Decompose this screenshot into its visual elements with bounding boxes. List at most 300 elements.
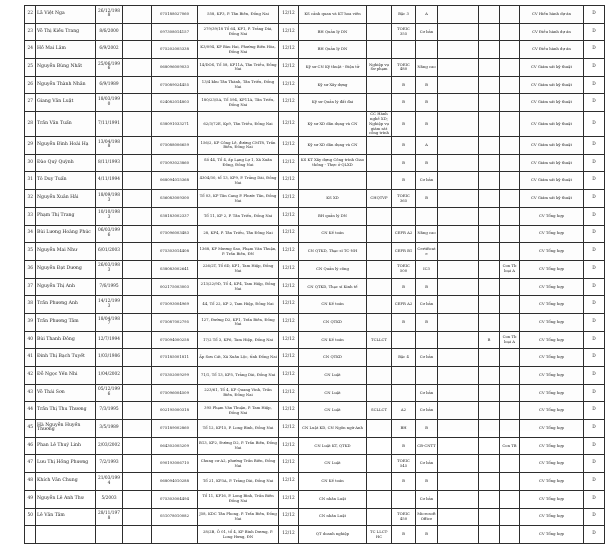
cell-phone: 075303004494 [152, 490, 198, 508]
cell-field2 [500, 508, 520, 526]
cell-name: Nguyễn Thành Nhân [36, 76, 96, 94]
cell-certificate [438, 526, 479, 544]
cell-extra-qual [367, 473, 392, 491]
cell-extra [123, 59, 152, 77]
cell-name: Nguyễn Thị Anh [36, 278, 96, 296]
cell-stt: 46 [25, 437, 36, 455]
cell-phone: 024082014803 [152, 94, 198, 112]
cell-stt: 29 [25, 137, 36, 155]
cell-position: CV Điều hành dự án [520, 23, 584, 41]
cell-certificate [438, 420, 479, 438]
cell-code: D [584, 23, 605, 41]
cell-dob: 7/6/1995 [96, 278, 123, 296]
cell-code: D [584, 225, 605, 243]
cell-position: CV Tổng hợp [520, 260, 584, 278]
cell-major: Kỹ sư Quản lý đất đai [299, 94, 367, 112]
cell-address: 156/2, KP Công Lê, đường CMT8, Trấn Biên, Đồng Nai [198, 137, 279, 155]
cell-extra [123, 367, 152, 385]
table-row [25, 384, 605, 402]
cell-language: CEFR A2 [392, 225, 416, 243]
cell-name: Trần Thị Thu Thương [36, 402, 96, 420]
cell-language: B [392, 154, 416, 172]
cell-field1 [479, 367, 500, 385]
cell-dob: 26/03/1983 [96, 260, 123, 278]
cell-code: D [584, 349, 605, 367]
cell-extra-qual: CC Hành nghề XD; Nghiệp vụ giám sát công trình [367, 112, 392, 137]
cell-extra [123, 402, 152, 420]
table-row [25, 526, 605, 544]
cell-address: 1368, KP Mương Sao, Phạm Văn Thuận, P. Trấn Biên, ĐN [198, 243, 279, 261]
table-row [25, 367, 605, 385]
cell-it: Cơ bản [416, 172, 438, 190]
cell-extra [123, 473, 152, 491]
cell-major: CN Kế toán [299, 296, 367, 314]
cell-stt: 31 [25, 172, 36, 190]
cell-it: A [416, 6, 438, 24]
cell-extra-qual [367, 260, 392, 278]
cell-major: CN Quản lý công [299, 260, 367, 278]
cell-certificate [438, 94, 479, 112]
cell-position: CV Giám sát kỹ thuật [520, 94, 584, 112]
cell-grade: 12/12 [279, 402, 299, 420]
cell-field2 [500, 137, 520, 155]
cell-language: B [392, 76, 416, 94]
cell-extra-qual [367, 313, 392, 331]
cell-dob: 06/03/1996 [96, 225, 123, 243]
cell-major: QT doanh nghiệp [299, 526, 367, 544]
cell-field2: Con Tb loại A [500, 260, 520, 278]
cell-it: Cơ bản [416, 455, 438, 473]
cell-extra-qual [367, 94, 392, 112]
cell-language: B [392, 278, 416, 296]
cell-code: D [584, 526, 605, 544]
cell-code: D [584, 437, 605, 455]
cell-extra [123, 243, 152, 261]
cell-major: CN Luật [299, 384, 367, 402]
cell-extra [123, 112, 152, 137]
cell-grade: 12/12 [279, 6, 299, 24]
cell-address: 395 Phạm Văn Thuận, P. Tam Hiệp, Đồng Nai [198, 402, 279, 420]
cell-it: IC3 [416, 260, 438, 278]
cell-extra-qual [367, 243, 392, 261]
cell-code: D [584, 260, 605, 278]
cell-position: CV Tổng hợp [520, 278, 584, 296]
cell-code: D [584, 207, 605, 225]
table-row [25, 420, 605, 438]
cell-extra [123, 526, 152, 544]
cell-field1 [479, 23, 500, 41]
cell-code: D [584, 331, 605, 349]
cell-name: Giang Văn Luật [36, 94, 96, 112]
cell-major: CN Luật [299, 367, 367, 385]
cell-code: D [584, 172, 605, 190]
cell-language: TOEIC 450 [392, 508, 416, 526]
cell-grade: 12/12 [279, 526, 299, 544]
cell-phone: 075189002860 [152, 420, 198, 438]
cell-grade: 12/12 [279, 455, 299, 473]
cell-language: Bậc 3 [392, 6, 416, 24]
cell-stt: 42 [25, 367, 36, 385]
cell-grade: 12/12 [279, 384, 299, 402]
cell-extra [123, 23, 152, 41]
cell-major: CN QTKD [299, 349, 367, 367]
cell-extra [123, 331, 152, 349]
cell-extra [123, 260, 152, 278]
cell-certificate [438, 6, 479, 24]
cell-stt: 43 [25, 384, 36, 402]
cell-position: CV Giám sát kỹ thuật [520, 190, 584, 208]
cell-phone: 051078010082 [152, 508, 198, 526]
cell-language [392, 384, 416, 402]
cell-certificate [438, 190, 479, 208]
cell-name: Bùi Lương Hoàng Phúc [36, 225, 96, 243]
cell-stt: 44 [25, 402, 36, 420]
cell-it: Nâng cao [416, 59, 438, 77]
cell-major: KS XD [299, 190, 367, 208]
cell-address: 180/23/5A, Tổ 594, KP11A, Tân Triều, Đồng Nai [198, 94, 279, 112]
cell-grade: 12/12 [279, 59, 299, 77]
table-row [25, 260, 605, 278]
cell-dob: 7/11/1991 [96, 112, 123, 137]
cell-extra-qual [367, 490, 392, 508]
cell-it: Certificate [416, 243, 438, 261]
cell-certificate [438, 207, 479, 225]
cell-address: 279/39/18 Tổ 64, KP1, P. Trảng Dài, Đồng Nai [198, 23, 279, 41]
cell-name: Đỗ Ngọc Yến Nhi [36, 367, 96, 385]
table-row [25, 112, 605, 137]
cell-field2 [500, 154, 520, 172]
cell-phone: 002175003003 [152, 278, 198, 296]
cell-name: Hồ Mai Lâm [36, 41, 96, 59]
cell-language: TOEIC 480 [392, 59, 416, 77]
cell-address: 223/61, Tổ 4, KP Quang Vinh, Trấn Biên, Đồng Nai [198, 384, 279, 402]
cell-extra-qual [367, 23, 392, 41]
cell-language [392, 367, 416, 385]
cell-position: CV Tổng hợp [520, 508, 584, 526]
cell-it: A [416, 137, 438, 155]
cell-certificate [438, 473, 479, 491]
cell-it: Nâng cao [416, 225, 438, 243]
cell-position: CV Tổng hợp [520, 225, 584, 243]
cell-name: Đào Quý Quỳnh [36, 154, 96, 172]
cell-stt: 38 [25, 296, 36, 314]
cell-name: Nguyễn Mai Như [36, 243, 96, 261]
cell-position: CV Tổng hợp [520, 384, 584, 402]
cell-certificate [438, 402, 479, 420]
cell-language [392, 490, 416, 508]
cell-field1 [479, 225, 500, 243]
cell-field2 [500, 225, 520, 243]
cell-phone: 002195000318 [152, 402, 198, 420]
cell-major: CN Luật [299, 402, 367, 420]
cell-dob: 05/12/1996 [96, 384, 123, 402]
cell-major: CN nhân Luật [299, 508, 367, 526]
cell-extra-qual [367, 508, 392, 526]
table-row [25, 349, 605, 367]
table-row [25, 296, 605, 314]
cell-phone: 075096004509 [152, 384, 198, 402]
table-row [25, 6, 605, 24]
cell-stt: 27 [25, 94, 36, 112]
cell-it: Cơ bản [416, 349, 438, 367]
cell-code: D [584, 137, 605, 155]
cell-phone: 075303014408 [152, 243, 198, 261]
cell-it: Cơ bản [416, 402, 438, 420]
cell-code: D [584, 367, 605, 385]
cell-extra [123, 137, 152, 155]
cell-field1 [479, 490, 500, 508]
cell-extra-qual [367, 154, 392, 172]
cell-extra-qual: SCLLCT [367, 402, 392, 420]
cell-certificate [438, 112, 479, 137]
cell-field1 [479, 94, 500, 112]
cell-phone: 075093023860 [152, 154, 198, 172]
cell-field2 [500, 367, 520, 385]
cell-phone: 064302005209 [152, 437, 198, 455]
cell-field2: Con TB [500, 437, 520, 455]
cell-certificate [438, 331, 479, 349]
cell-position: CV Giám sát kỹ thuật [520, 76, 584, 94]
cell-dob: 7/3/1995 [96, 402, 123, 420]
cell-extra-qual [367, 384, 392, 402]
cell-dob: 7/2/1993 [96, 455, 123, 473]
cell-dob: 10/10/1983 [96, 207, 123, 225]
cell-dob: 18/04/1987 [96, 313, 123, 331]
table-row [25, 278, 605, 296]
cell-name: Nguyễn Bùng Nhất [36, 59, 96, 77]
cell-field1 [479, 59, 500, 77]
cell-language: CEFR B1 [392, 243, 416, 261]
cell-phone: 090193006710 [152, 455, 198, 473]
cell-field2: Con Tb loại A [500, 331, 520, 349]
cell-field1 [479, 41, 500, 59]
cell-extra-qual [367, 6, 392, 24]
cell-position: CV Giám sát kỹ thuật [520, 154, 584, 172]
cell-field2 [500, 384, 520, 402]
table-row [25, 76, 605, 94]
cell-position: CV Tổng hợp [520, 402, 584, 420]
cell-it: CB-CNTT [416, 437, 438, 455]
cell-stt: 23 [25, 23, 36, 41]
cell-position: CV Tổng hợp [520, 207, 584, 225]
cell-major: CN QTKD [299, 313, 367, 331]
cell-stt: 40 [25, 331, 36, 349]
cell-address: 28/2B, Ô 01, tổ 4, KP Bình Dương, P. Long Hưng, ĐN [198, 526, 279, 544]
cell-field2 [500, 207, 520, 225]
cell-extra-qual: CHQTVP [367, 190, 392, 208]
cell-field2 [500, 402, 520, 420]
cell-extra [123, 508, 152, 526]
cell-name: Lê Văn Tâm [36, 508, 96, 526]
cell-certificate [438, 490, 479, 508]
cell-language: TOEIC 355 [392, 23, 416, 41]
cell-position: CV Điều hành dự án [520, 41, 584, 59]
cell-phone: 038083002641 [152, 260, 198, 278]
cell-field1 [479, 296, 500, 314]
cell-phone: 075096003483 [152, 225, 198, 243]
cell-field2 [500, 112, 520, 137]
cell-field2 [500, 349, 520, 367]
cell-address: Tổ 11, KP 2, P. Tân Triều, Đồng Nai [198, 207, 279, 225]
cell-language: B [392, 137, 416, 155]
cell-extra-qual [367, 41, 392, 59]
cell-name: Nguyễn Xuân Hải [36, 190, 96, 208]
cell-phone: 097308014157 [152, 23, 198, 41]
cell-dob: 5/2003 [96, 490, 123, 508]
cell-extra [123, 6, 152, 24]
cell-stt: 49 [25, 490, 36, 508]
cell-position: CV Tổng hợp [520, 313, 584, 331]
cell-major: BH quản lý DN [299, 207, 367, 225]
cell-stt: 45 [25, 420, 36, 438]
cell-position: CV Giám sát kỹ thuật [520, 172, 584, 190]
cell-name: Nguyễn Lê Anh Thư [36, 490, 96, 508]
cell-code: D [584, 190, 605, 208]
cell-code: D [584, 313, 605, 331]
cell-address: 14/DOS, Tổ 58, KP11A, Tân Triều, Đồng Nai [198, 59, 279, 77]
cell-major: Kỹ sư XD dân dụng và CN [299, 112, 367, 137]
candidate-table [24, 5, 605, 544]
cell-address: 127, Đường D2, KP1, Trấn Biên, Đồng Nai [198, 313, 279, 331]
cell-address: B13, KP2, Đường D2, P. Trấn Biên, Đồng Nai [198, 437, 279, 455]
cell-field1 [479, 349, 500, 367]
cell-certificate [438, 367, 479, 385]
cell-certificate [438, 313, 479, 331]
cell-grade: 12/12 [279, 278, 299, 296]
cell-dob [96, 526, 123, 544]
table-row [25, 243, 605, 261]
cell-extra [123, 154, 152, 172]
cell-extra-qual: TC LLCT-HC [367, 526, 392, 544]
cell-name: Võ Thị Kiều Trang [36, 23, 96, 41]
cell-certificate [438, 41, 479, 59]
cell-it: Cơ bản [416, 384, 438, 402]
cell-name: Đinh Thị Bạch Tuyết [36, 349, 96, 367]
cell-dob: 1/03/1986 [96, 349, 123, 367]
cell-field1 [479, 172, 500, 190]
cell-code: D [584, 490, 605, 508]
table-row [25, 23, 605, 41]
cell-language: Bậc 4 [392, 349, 416, 367]
cell-name: Trần Văn Tuấn [36, 112, 96, 137]
cell-phone: 075202005338 [152, 41, 198, 59]
cell-field2 [500, 278, 520, 296]
cell-name: Phan Lê Thuý Linh [36, 437, 96, 455]
table-row [25, 508, 605, 526]
cell-field2 [500, 296, 520, 314]
cell-certificate [438, 296, 479, 314]
cell-address: Tổ 12, KP15, P. Long Bình, Đồng Nai [198, 420, 279, 438]
cell-field2 [500, 243, 520, 261]
cell-phone: 075185001811 [152, 349, 198, 367]
cell-extra-qual [367, 137, 392, 155]
cell-language: TOEIC 545 [392, 455, 416, 473]
cell-extra [123, 349, 152, 367]
table-body [25, 6, 605, 544]
cell-field1 [479, 112, 500, 137]
cell-grade: 12/12 [279, 437, 299, 455]
cell-grade: 12/12 [279, 508, 299, 526]
cell-position: CV Tổng hợp [520, 455, 584, 473]
cell-grade: 12/12 [279, 243, 299, 261]
cell-major: BH Quản lý DN [299, 41, 367, 59]
cell-name: Nguyễn Đạt Dương [36, 260, 96, 278]
cell-major: BH Quản lý DN [299, 23, 367, 41]
cell-language: A2 [392, 402, 416, 420]
cell-name: Tô Duy Tuấn [36, 172, 96, 190]
cell-field1 [479, 154, 500, 172]
cell-position: CV Giám sát kỹ thuật [520, 137, 584, 155]
table-row [25, 473, 605, 491]
cell-name: Võ Thái Sơn [36, 384, 96, 402]
cell-code: D [584, 112, 605, 137]
cell-phone: 036083009300 [152, 190, 198, 208]
cell-extra [123, 455, 152, 473]
cell-phone: 038091033271 [152, 112, 198, 137]
cell-major: CN QTKD, Thạc sĩ Kinh tế [299, 278, 367, 296]
cell-address: Chung cư A2, phường Trấn Biên, Đồng Nai [198, 455, 279, 473]
cell-major: CN Kế toán [299, 473, 367, 491]
cell-phone: 075087002795 [152, 313, 198, 331]
cell-major: KS KT Xây dựng Công trình Giao thông - Thực ở QLXD [299, 154, 367, 172]
cell-name: Trần Phương Tâm [36, 313, 96, 331]
cell-extra [123, 225, 152, 243]
cell-phone [152, 526, 198, 544]
cell-stt: 37 [25, 278, 36, 296]
cell-grade: 12/12 [279, 420, 299, 438]
cell-it: B [416, 76, 438, 94]
cell-phone: 068094010288 [152, 473, 198, 491]
cell-stt: 28 [25, 112, 36, 137]
cell-field2 [500, 23, 520, 41]
cell-dob: 3/5/1989 [96, 420, 123, 438]
cell-major: CN Kế toán [299, 225, 367, 243]
table-row [25, 41, 605, 59]
cell-stt: 26 [25, 76, 36, 94]
cell-dob: 26/12/1988 [96, 6, 123, 24]
cell-grade: 12/12 [279, 331, 299, 349]
cell-code: D [584, 384, 605, 402]
cell-code: D [584, 278, 605, 296]
cell-field1 [479, 473, 500, 491]
cell-stt: 35 [25, 243, 36, 261]
cell-name: Bùi Thanh Đông [36, 331, 96, 349]
cell-language: B [392, 94, 416, 112]
cell-field1 [479, 260, 500, 278]
cell-field1: B [479, 331, 500, 349]
cell-stt: 22 [25, 6, 36, 24]
cell-it: B [416, 420, 438, 438]
cell-phone: 038183002337 [152, 207, 198, 225]
cell-it [416, 41, 438, 59]
cell-field2 [500, 473, 520, 491]
cell-field1 [479, 313, 500, 331]
cell-stt: 25 [25, 59, 36, 77]
cell-phone: 075093004969 [152, 296, 198, 314]
cell-extra-qual: Nghiệp vụ Sư phạm [367, 59, 392, 77]
cell-language: B [392, 313, 416, 331]
cell-grade: 12/12 [279, 76, 299, 94]
cell-address: Tổ 21, KP3A, P. Trảng Dài, Đồng Nai [198, 473, 279, 491]
cell-grade: 12/12 [279, 490, 299, 508]
cell-field1 [479, 384, 500, 402]
cell-extra-qual [367, 420, 392, 438]
cell-name: Nguyễn Đình Hoài Hạ [36, 137, 96, 155]
cell-language: BH [392, 420, 416, 438]
table-row [25, 190, 605, 208]
cell-field2 [500, 76, 520, 94]
cell-stt: 39 [25, 313, 36, 331]
